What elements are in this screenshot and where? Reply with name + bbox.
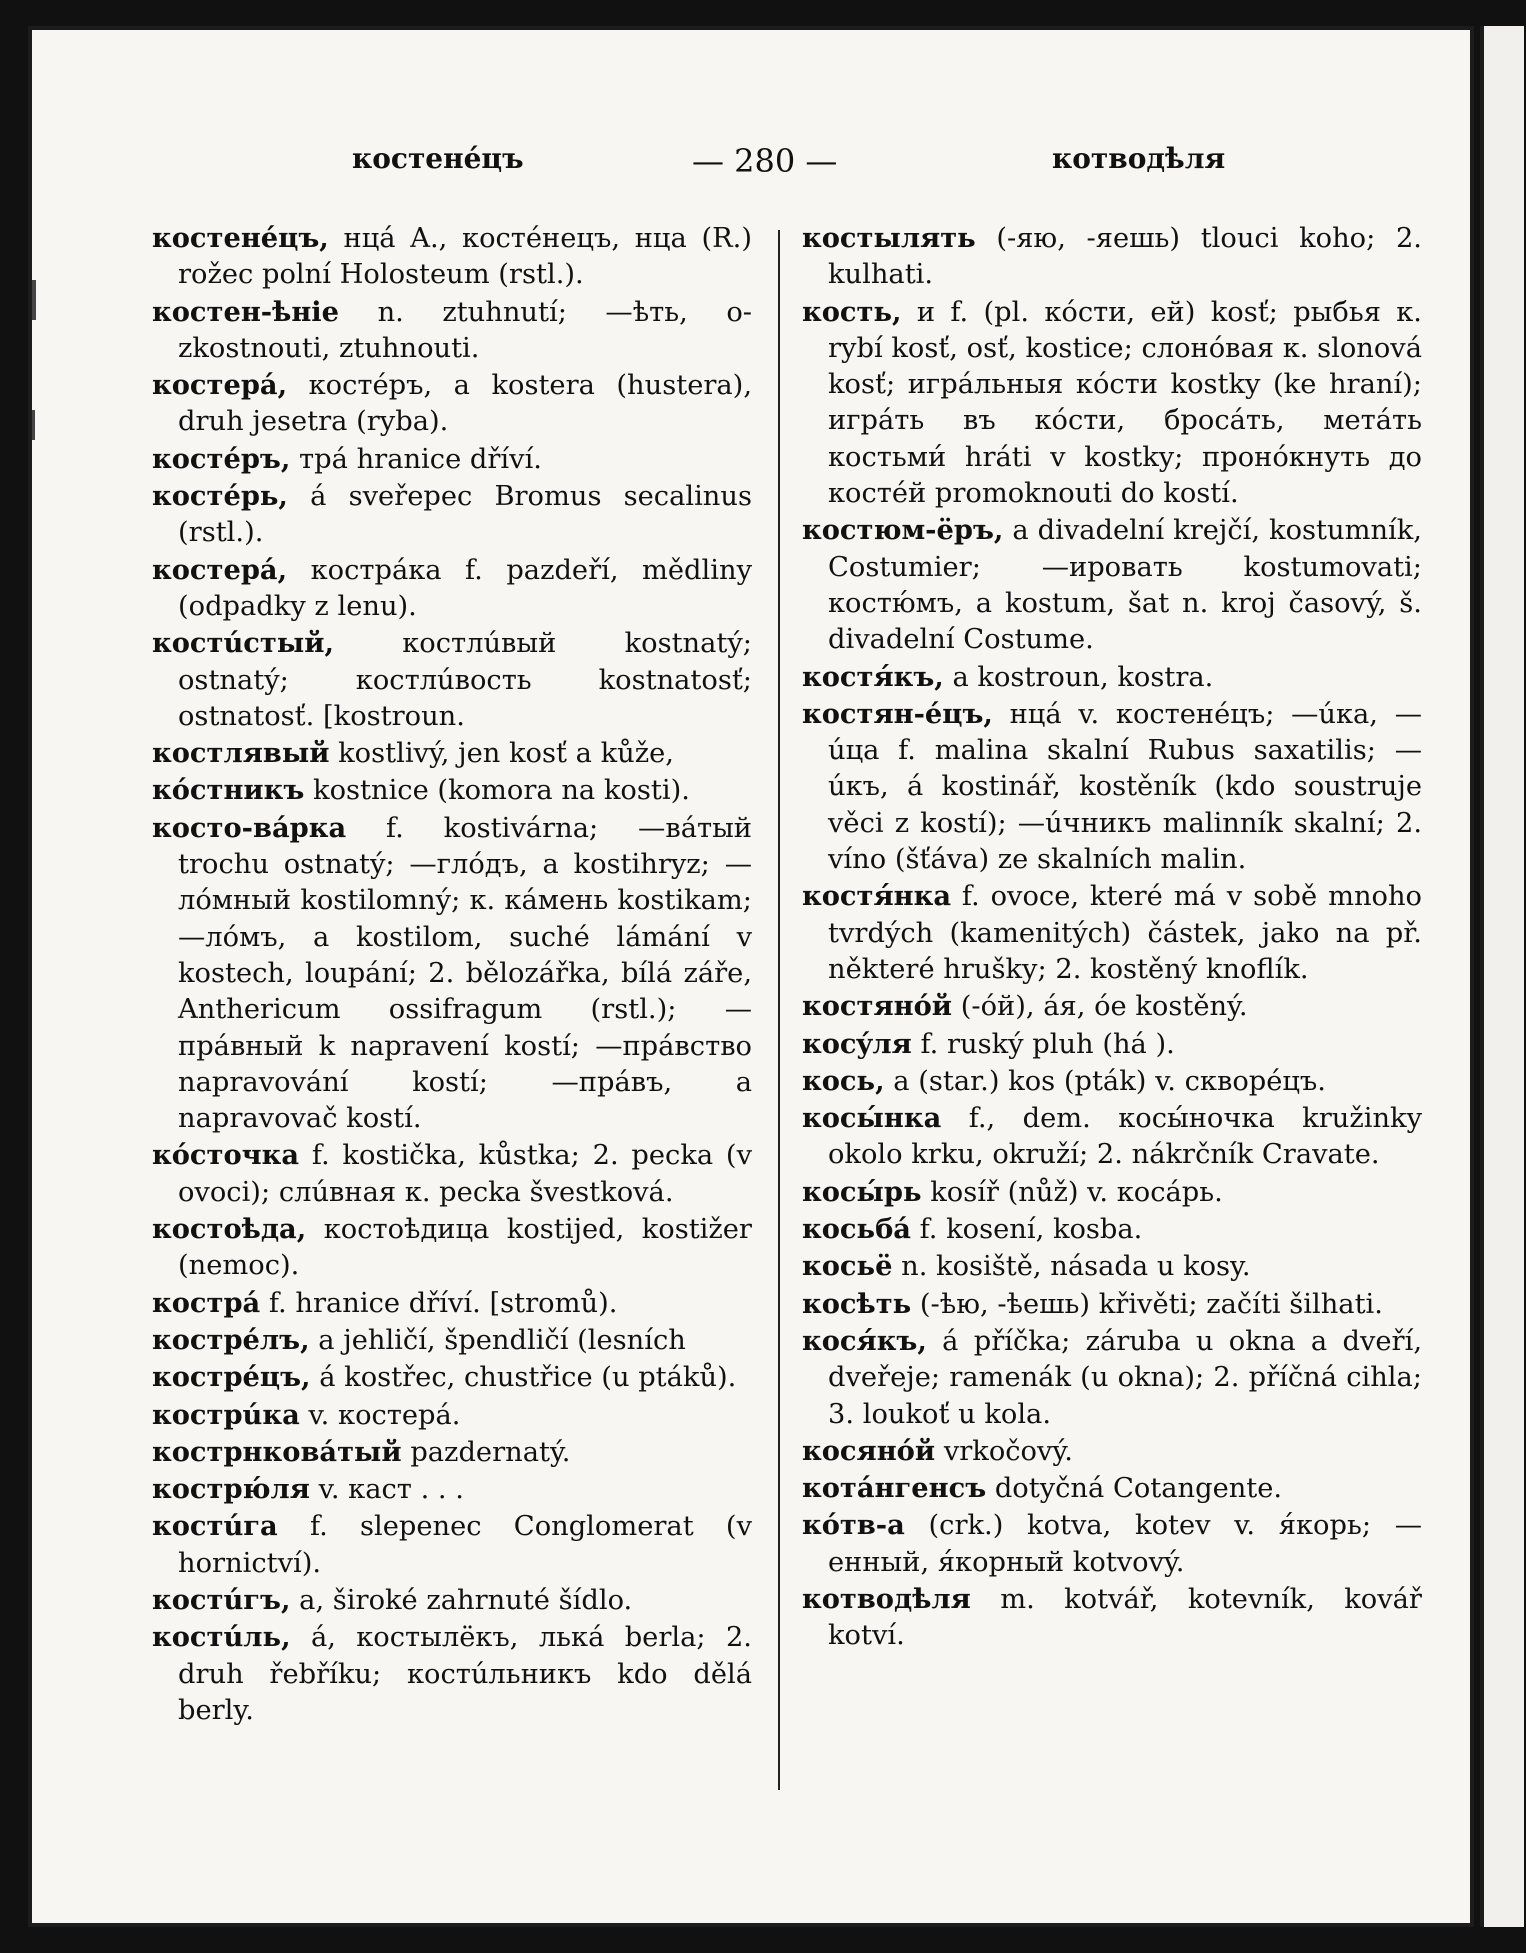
dictionary-entry xyxy=(802,1174,1422,1211)
definition: f. slepenec Conglomerat (v hornictví). xyxy=(178,1511,752,1579)
page-number: — 280 — xyxy=(692,142,838,180)
headword: кось, xyxy=(802,1064,885,1097)
definition: f. kostivárna; —вáтый trochu ostnatý; —глóдъ, a kostihryz; —лóмный kostilomný; к. кáмень kostikam; —лóмъ, a kostilom, suché lámání v kostech, loupání; 2. bělozářka, bílá záře, Anthericum ossifragum (rstl.); —прáвный k napravení kostí; —прáвство napravování kostí; —прáвъ, a napravovač kostí. xyxy=(178,812,752,1135)
headword: костúль, xyxy=(152,1621,291,1654)
definition: (-óй), áя, óе kostěný. xyxy=(960,991,1248,1023)
definition: kostlivý, jen kosť a kůže, xyxy=(338,738,674,770)
dictionary-entry xyxy=(152,1582,752,1619)
headword: косянóй xyxy=(802,1434,936,1467)
headword: костéръ, xyxy=(152,442,291,475)
definition: f., dem. косы́ночка kružinky okolo krku, okruží; 2. nákrčník Cravate. xyxy=(828,1103,1422,1171)
running-head xyxy=(32,142,1470,182)
definition: f. ovoce, které má v sobě mnoho tvrdých (kamenitých) částek, jako na př. některé hrušky; 2. kostěný knoflík. xyxy=(828,881,1422,985)
dictionary-entry xyxy=(152,1508,752,1582)
headword: косы́нка xyxy=(802,1102,942,1135)
dictionary-entry xyxy=(802,220,1422,294)
definition: v. костерá. xyxy=(308,1399,461,1431)
headword: кострнковáтый xyxy=(152,1435,402,1468)
dictionary-entry xyxy=(802,1581,1422,1655)
headword: котáнгенсъ xyxy=(802,1472,987,1505)
right-column xyxy=(802,220,1422,1655)
headword: костерá, xyxy=(152,369,288,402)
definition: нцá v. костенéцъ; —úка, —úца f. malina skalní Rubus saxatilis; —úкъ, á kostinář, kostěník (kdo soustruje věci z kostí); —úчникъ malinník skalní; 2. víno (šťáva) ze skalních malin. xyxy=(828,698,1422,876)
dictionary-entry xyxy=(152,625,752,735)
definition: kosíř (nůž) v. косáрь. xyxy=(930,1176,1223,1208)
column-divider xyxy=(778,230,780,1790)
headword: костя́нка xyxy=(802,880,951,913)
headword: кострю́ля xyxy=(152,1473,310,1506)
definition: (crk.) kotva, kotev v. я́корь; —енный, я́корный kotvový. xyxy=(828,1510,1422,1578)
definition: a (star.) kos (pták) v. скворéцъ. xyxy=(893,1065,1326,1097)
definition: (-яю, -яешь) tlouci koho; 2. kulhati. xyxy=(828,223,1422,291)
definition: кострáка f. pazdeří, mědliny (odpadky z lenu). xyxy=(178,554,752,622)
headword: костúстый, xyxy=(152,627,334,660)
definition: á kostřec, chustřice (u ptáků). xyxy=(319,1362,737,1394)
headword: костéрь, xyxy=(152,480,288,513)
dictionary-entry xyxy=(152,220,752,294)
dictionary-entry xyxy=(802,1248,1422,1285)
dictionary-entry xyxy=(152,1471,752,1508)
dictionary-entry xyxy=(152,1434,752,1471)
definition: a, široké zahrnuté šídlo. xyxy=(299,1584,633,1616)
adjacent-page-edge xyxy=(1480,26,1524,1927)
definition: трá hranice dříví. xyxy=(299,443,542,475)
dictionary-entry xyxy=(802,878,1422,988)
headword: костерá, xyxy=(152,553,288,586)
margin-mark xyxy=(32,280,36,320)
dictionary-page xyxy=(28,26,1474,1927)
headword: костылять xyxy=(802,222,976,254)
definition: á příčka; záruba u okna a dveří, dveřeje; ramenák (u okna); 2. příčná cihla; 3. loukoť u kola. xyxy=(828,1325,1422,1430)
dictionary-entry xyxy=(152,478,752,552)
definition: и f. (pl. кóсти, ей) kosť; рыбья к. rybí kosť, osť, kostice; слонóвая к. slonová kosť; игрáльныя кóсти kostky (ke hraní); игрáть въ кóсти, бросáть, метáть костьми́ hráti v kostky; пронóкнуть до костéй promoknouti do kostí. xyxy=(828,296,1422,510)
dictionary-entry xyxy=(152,552,752,626)
headword: костянóй xyxy=(802,990,953,1023)
headword: костян-éцъ, xyxy=(802,697,993,730)
dictionary-entry xyxy=(152,772,752,809)
headword: косýля xyxy=(802,1027,912,1060)
dictionary-entry xyxy=(802,1063,1422,1100)
headword: кося́къ, xyxy=(802,1324,927,1357)
dictionary-entry xyxy=(802,1507,1422,1581)
definition: á sveřepec Bromus secalinus (rstl.). xyxy=(178,481,752,549)
dictionary-entry xyxy=(152,1137,752,1211)
headword: костя́къ, xyxy=(802,660,944,693)
headword: кострéлъ, xyxy=(152,1323,310,1356)
dictionary-entry xyxy=(802,1286,1422,1323)
dictionary-entry xyxy=(152,441,752,478)
headword: костúга xyxy=(152,1510,278,1543)
dictionary-entry xyxy=(152,1211,752,1285)
definition: á, костылёкъ, лькá berla; 2. druh řebříku; костúльникъ kdo dělá berly. xyxy=(178,1622,752,1726)
definition: f. ruský pluh (há ). xyxy=(920,1028,1175,1060)
headword: кóтв-а xyxy=(802,1509,905,1542)
headword: костúгъ, xyxy=(152,1583,291,1616)
definition: kostnice (komora na kosti). xyxy=(313,775,690,807)
dictionary-entry xyxy=(802,659,1422,696)
headword: кострá xyxy=(152,1286,261,1319)
dictionary-entry xyxy=(152,735,752,772)
headword: костенéцъ, xyxy=(152,222,329,254)
dictionary-entry xyxy=(152,1359,752,1396)
dictionary-entry xyxy=(152,1619,752,1729)
definition: костоѣдица kostijed, kostižer (nemoc). xyxy=(178,1214,752,1282)
dictionary-entry xyxy=(802,696,1422,878)
dictionary-entry xyxy=(152,1397,752,1434)
dictionary-entry xyxy=(802,1470,1422,1507)
definition: нцá A., костéнецъ, нца (R.) rožec polní Holosteum (rstl.). xyxy=(178,223,752,291)
headword: костен-ѣніе xyxy=(152,295,340,328)
definition: m. kotvář, kotevník, kovář kotví. xyxy=(828,1583,1422,1652)
headword: котводѣля xyxy=(802,1582,971,1615)
definition: n. kosiště, násada u kosy. xyxy=(901,1251,1251,1283)
dictionary-entry xyxy=(152,810,752,1138)
dictionary-entry xyxy=(802,988,1422,1025)
header-right-guideword: котводѣля xyxy=(1052,142,1226,175)
headword: косьё xyxy=(802,1250,893,1283)
dictionary-entry xyxy=(802,294,1422,513)
headword: кóстникъ xyxy=(152,774,305,807)
dictionary-entry xyxy=(152,1285,752,1322)
headword: костюм-ёръ, xyxy=(802,514,1004,547)
definition: n. ztuhnutí; —ѣть, o-zkostnouti, ztuhnouti. xyxy=(178,296,752,364)
dictionary-entry xyxy=(152,1322,752,1359)
definition: костлúвый kostnatý; ostnatý; костлúвость kostnatosť; ostnatosť. [kostroun. xyxy=(178,628,752,732)
dictionary-entry xyxy=(802,1433,1422,1470)
margin-mark xyxy=(32,410,35,440)
dictionary-entry xyxy=(802,1026,1422,1063)
definition: костéръ, a kostera (hustera), druh jesetra (ryba). xyxy=(178,370,752,438)
headword: кострéцъ, xyxy=(152,1361,311,1394)
dictionary-entry xyxy=(802,1323,1422,1433)
dictionary-entry xyxy=(802,1211,1422,1248)
definition: pazdernatý. xyxy=(410,1436,571,1468)
definition: a kostroun, kostra. xyxy=(952,661,1214,693)
dictionary-entry xyxy=(152,367,752,441)
dictionary-entry xyxy=(152,294,752,368)
definition: f. kosení, kosba. xyxy=(919,1214,1143,1246)
definition: a jehličí, špendličí (lesních xyxy=(318,1324,686,1356)
headword: костоѣда, xyxy=(152,1213,307,1246)
definition: vrkočový. xyxy=(943,1435,1073,1467)
headword: косто-вáрка xyxy=(152,811,347,844)
header-left-guideword: костенéцъ xyxy=(352,142,524,175)
definition: a divadelní krejčí, kostumník, Costumier; —ировать kostumovati; костю́мъ, a kostum, šat n. kroj časový, š. divadelní Costume. xyxy=(828,515,1422,656)
definition: f. kostička, kůstka; 2. pecka (v ovoci); слúвная к. pecka švestková. xyxy=(178,1140,752,1208)
dictionary-entry xyxy=(802,1100,1422,1174)
definition: v. каст . . . xyxy=(318,1474,464,1506)
headword: кострúка xyxy=(152,1398,300,1431)
dictionary-entry xyxy=(802,512,1422,658)
definition: dotyčná Cotangente. xyxy=(994,1473,1283,1505)
headword: кость, xyxy=(802,295,902,328)
headword: косьбá xyxy=(802,1213,911,1246)
headword: косѣть xyxy=(802,1287,912,1320)
headword: костлявый xyxy=(152,737,330,770)
definition: (-ѣю, -ѣешь) křivěti; začíti šilhati. xyxy=(919,1288,1383,1320)
headword: косы́рь xyxy=(802,1175,922,1208)
definition: f. hranice dříví. [stromů). xyxy=(268,1287,618,1319)
headword: кóсточка xyxy=(152,1139,300,1172)
left-column xyxy=(152,220,752,1729)
